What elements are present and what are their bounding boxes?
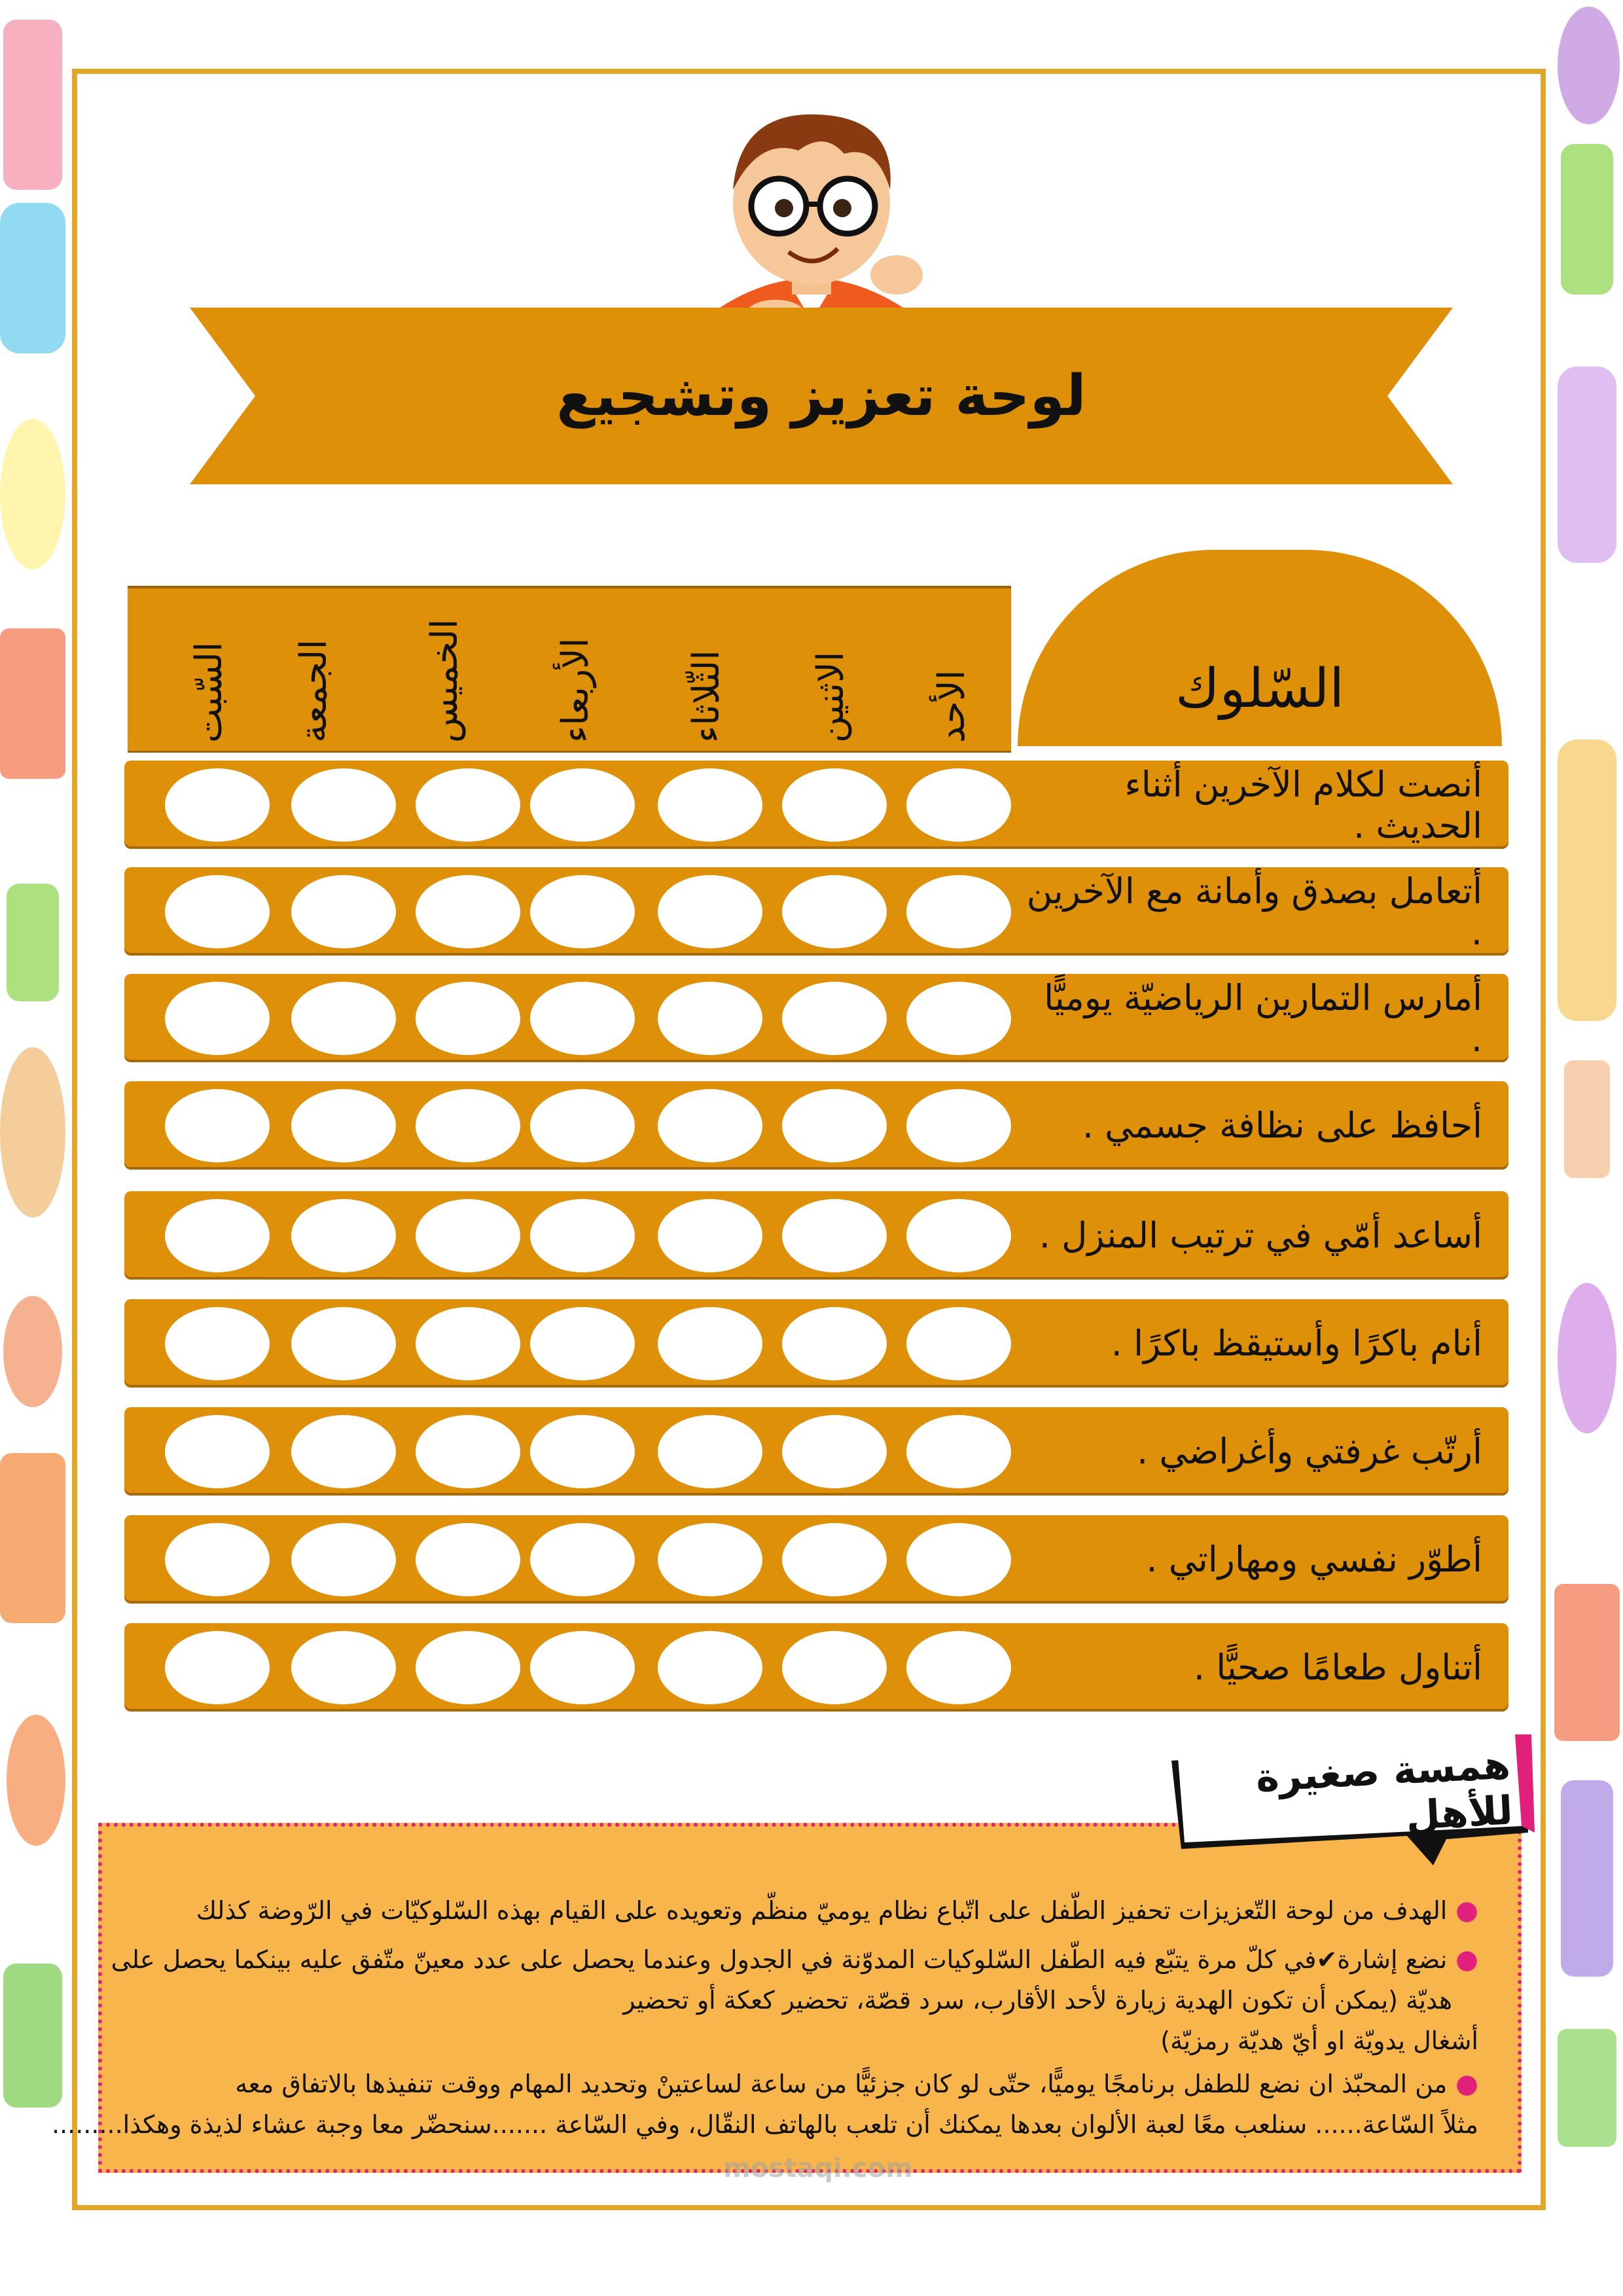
check-circle-friday[interactable]	[291, 1089, 396, 1162]
tip-title: همسة صغيرة للأهل	[1255, 1742, 1514, 1839]
check-circle-saturday[interactable]	[165, 875, 270, 948]
scissors-decoration	[3, 1296, 62, 1407]
check-character-decoration	[7, 884, 59, 1001]
check-circle-monday[interactable]	[782, 1307, 887, 1380]
day-header-saturday: السّبت	[188, 641, 230, 743]
tip-line: من المحبّذ ان نضع للطفل برنامجًا يوميًّا، حتّى لو كان جزئيًّا من ساعة لساعتينْ وتحديد المهام ووقت تنفيذها بالاتفاق معه	[235, 2070, 1448, 2098]
balloon-decoration	[7, 1715, 65, 1846]
tip-line: نضع إشارة✔في كلّ مرة يتبّع فيه الطّفل السّلوكيات المدوّنة في الجدول وعندما يحصل على عدد معينّ متّفق عليه بينكما يحصل على	[111, 1945, 1448, 1974]
paintbrush-decoration	[1558, 1283, 1616, 1433]
check-circle-tuesday[interactable]	[658, 875, 762, 948]
check-circle-sunday[interactable]	[906, 1307, 1011, 1380]
check-circle-sunday[interactable]	[906, 1089, 1011, 1162]
behavior-header: السّلوك	[1018, 550, 1502, 746]
day-header-tuesday: الثّلاثاء	[685, 650, 728, 743]
check-circle-thursday[interactable]	[416, 1415, 520, 1488]
behavior-row	[124, 1515, 1508, 1604]
behavior-label: أتعامل بصدق وأمانة مع الآخرين .	[1026, 870, 1482, 953]
check-circle-wednesday[interactable]	[530, 1631, 635, 1704]
behavior-row	[124, 1623, 1508, 1712]
check-circle-wednesday[interactable]	[530, 1415, 635, 1488]
check-circle-monday[interactable]	[782, 1631, 887, 1704]
check-circle-wednesday[interactable]	[530, 982, 635, 1055]
left-decoration-strip	[0, 0, 72, 2296]
check-circle-sunday[interactable]	[906, 982, 1011, 1055]
behavior-label: أرتّب غرفتي وأغراضي .	[1137, 1431, 1482, 1472]
letter-character-decoration	[1558, 7, 1620, 124]
crayon-character-decoration	[1561, 1780, 1613, 1977]
glue-decoration	[1564, 1060, 1610, 1178]
behavior-label: أمارس التمارين الرياضيّة يوميًّا .	[1044, 977, 1482, 1060]
check-circle-thursday[interactable]	[416, 875, 520, 948]
check-circle-sunday[interactable]	[906, 1523, 1011, 1596]
day-header-sunday: الأحد	[931, 670, 973, 743]
check-circle-sunday[interactable]	[906, 1631, 1011, 1704]
cup-character-decoration	[0, 203, 65, 353]
check-circle-monday[interactable]	[782, 875, 887, 948]
check-circle-monday[interactable]	[782, 1199, 887, 1272]
day-header-wednesday: الأربعاء	[554, 637, 597, 743]
check-circle-saturday[interactable]	[165, 1631, 270, 1704]
check-circle-tuesday[interactable]	[658, 982, 762, 1055]
behavior-label: أنصت لكلام الآخرين أثناء الحديث .	[1124, 763, 1482, 846]
palette-decoration	[0, 1047, 65, 1217]
check-circle-monday[interactable]	[782, 1415, 887, 1488]
check-circle-friday[interactable]	[291, 1199, 396, 1272]
check-circle-friday[interactable]	[291, 875, 396, 948]
number-character-decoration	[3, 1964, 62, 2108]
pencil-cup-decoration	[0, 1453, 65, 1623]
check-circle-saturday[interactable]	[165, 1415, 270, 1488]
book-character-decoration	[1554, 1584, 1620, 1741]
day-header-friday: الجمعة	[293, 639, 335, 743]
check-circle-friday[interactable]	[291, 982, 396, 1055]
check-circle-thursday[interactable]	[416, 768, 520, 842]
check-circle-tuesday[interactable]	[658, 1089, 762, 1162]
check-circle-friday[interactable]	[291, 1631, 396, 1704]
check-circle-friday[interactable]	[291, 1415, 396, 1488]
day-header-monday: الاثنين	[810, 651, 852, 743]
bullet-icon: ●	[1447, 1895, 1478, 1926]
check-circle-sunday[interactable]	[906, 768, 1011, 842]
behavior-label: أساعد أمّي في ترتيب المنزل .	[1039, 1215, 1482, 1256]
question-mark-decoration	[1558, 367, 1616, 563]
check-circle-thursday[interactable]	[416, 1307, 520, 1380]
boy-mascot-icon	[681, 92, 942, 340]
behavior-row	[124, 1299, 1508, 1388]
tip-line: هديّة (يمكن أن تكون الهدية زيارة لأحد الأقارب، سرد قصّة، تحضير كعكة أو تحضير	[623, 1986, 1452, 2015]
check-circle-friday[interactable]	[291, 1307, 396, 1380]
check-circle-saturday[interactable]	[165, 982, 270, 1055]
check-circle-tuesday[interactable]	[658, 1415, 762, 1488]
check-circle-saturday[interactable]	[165, 1523, 270, 1596]
check-circle-tuesday[interactable]	[658, 1523, 762, 1596]
pencil-character-decoration	[3, 20, 62, 190]
check-circle-wednesday[interactable]	[530, 875, 635, 948]
check-circle-thursday[interactable]	[416, 1631, 520, 1704]
check-circle-monday[interactable]	[782, 1089, 887, 1162]
behavior-label: أطوّر نفسي ومهاراتي .	[1146, 1539, 1482, 1580]
check-circle-sunday[interactable]	[906, 1415, 1011, 1488]
check-circle-wednesday[interactable]	[530, 1199, 635, 1272]
tip-line: مثلاً السّاعة...... سنلعب معًا لعبة الألوان بعدها يمكنك أن تلعب بالهاتف النقّال، وفي السّاعة .......سنحضّر معا وجبة عشاء لذيذة وهكذا.........	[51, 2110, 1478, 2139]
check-circle-sunday[interactable]	[906, 875, 1011, 948]
page-title: لوحة تعزيز وتشجيع	[556, 363, 1086, 429]
star-decoration	[0, 419, 65, 569]
check-circle-tuesday[interactable]	[658, 768, 762, 842]
check-circle-wednesday[interactable]	[530, 1523, 635, 1596]
behavior-label: أنام باكرًا وأستيقظ باكرًا .	[1111, 1323, 1482, 1364]
check-character-decoration	[1561, 144, 1613, 295]
pencil-character-decoration	[1558, 740, 1616, 1021]
tip-line: أشغال يدويّة او أيّ هديّة رمزيّة)	[1160, 2026, 1478, 2055]
behavior-row	[124, 867, 1508, 956]
check-circle-sunday[interactable]	[906, 1199, 1011, 1272]
check-circle-thursday[interactable]	[416, 1089, 520, 1162]
check-circle-monday[interactable]	[782, 982, 887, 1055]
check-circle-wednesday[interactable]	[530, 1089, 635, 1162]
check-circle-thursday[interactable]	[416, 1199, 520, 1272]
right-decoration-strip	[1551, 0, 1623, 2296]
check-circle-thursday[interactable]	[416, 982, 520, 1055]
check-circle-friday[interactable]	[291, 1523, 396, 1596]
check-circle-monday[interactable]	[782, 768, 887, 842]
sharpener-decoration	[1558, 2029, 1616, 2147]
check-circle-wednesday[interactable]	[530, 1307, 635, 1380]
behavior-row	[124, 1407, 1508, 1496]
check-circle-friday[interactable]	[291, 768, 396, 842]
parents-tip-box	[51, 1823, 1522, 2173]
book-character-decoration	[0, 628, 65, 779]
day-header-thursday: الخميس	[423, 619, 466, 743]
check-circle-saturday[interactable]	[165, 768, 270, 842]
check-circle-wednesday[interactable]	[530, 768, 635, 842]
check-circle-thursday[interactable]	[416, 1523, 520, 1596]
check-circle-saturday[interactable]	[165, 1307, 270, 1380]
behavior-row	[124, 1081, 1508, 1170]
check-circle-tuesday[interactable]	[658, 1307, 762, 1380]
behavior-label: أتناول طعامًا صحيًّا .	[1193, 1647, 1482, 1688]
tip-line: الهدف من لوحة التّعزيزات تحفيز الطّفل على اتّباع نظام يوميّ منظّم وتعويده على القيام بهذه السّلوكيّات في الرّوضة كذلك	[196, 1896, 1448, 1925]
check-circle-tuesday[interactable]	[658, 1631, 762, 1704]
watermark: mostaqi.com	[723, 2153, 913, 2183]
check-circle-saturday[interactable]	[165, 1199, 270, 1272]
check-circle-tuesday[interactable]	[658, 1199, 762, 1272]
days-header	[128, 586, 1011, 753]
check-circle-saturday[interactable]	[165, 1089, 270, 1162]
behavior-row	[124, 974, 1508, 1062]
bullet-icon: ●	[1447, 1945, 1478, 1975]
behavior-label: أحافظ على نظافة جسمي .	[1082, 1105, 1482, 1146]
behavior-row	[124, 1191, 1508, 1280]
behavior-row	[124, 761, 1508, 849]
check-circle-monday[interactable]	[782, 1523, 887, 1596]
bullet-icon: ●	[1447, 2069, 1478, 2099]
